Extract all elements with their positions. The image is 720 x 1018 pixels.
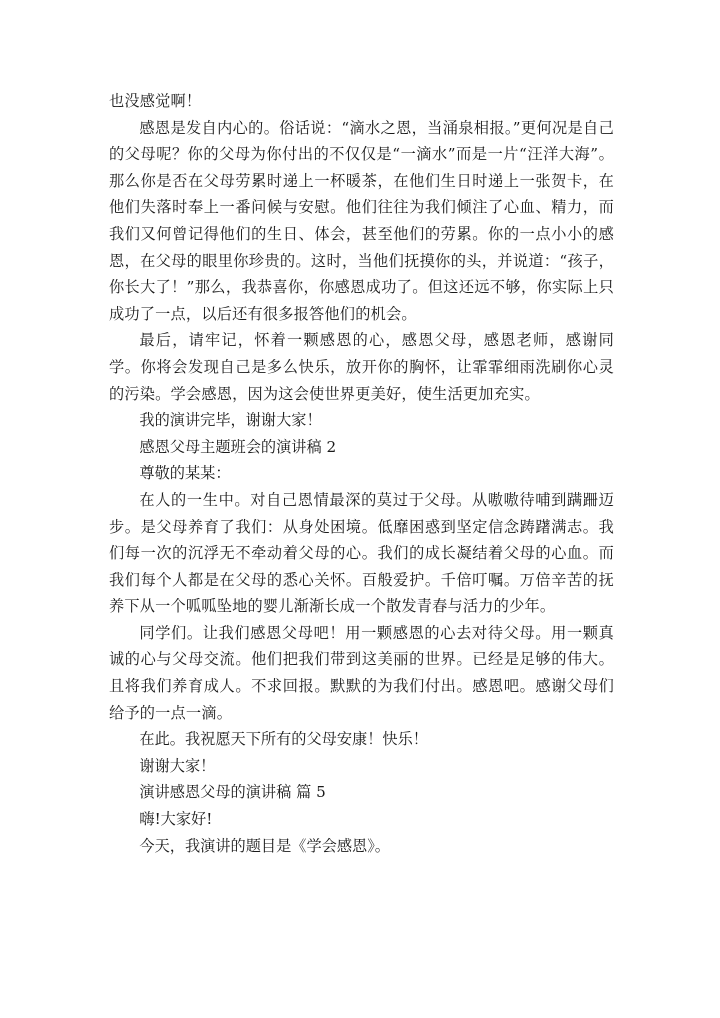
blessing-line: 在此。我祝愿天下所有的父母安康！快乐！	[139, 730, 428, 749]
document-body	[109, 88, 614, 859]
greeting-line: 嗨!大家好!	[139, 810, 213, 829]
paragraph-gratitude-from-heart: 感恩是发自内心的。俗话说：“滴水之恩，当涌泉相报。”更何况是自己的父母呢？你的父母为你付出的不仅仅是“一滴水”而是一片“汪洋大海”。那么你是否在父母劳累时递上一杯暖茶，在他们生日时递上一张贺卡，在他们失落时奉上一番问候与安慰。他们往往为我们倾注了心血、精力，而我们又何曾记得他们的生日、体会，甚至他们的劳累。你的一点小小的感恩，在父母的眼里你珍贵的。这时，当他们抚摸你的头，并说道：“孩子，你长大了！”那么，我恭喜你，你感恩成功了。但这还远不够，你实际上只成功了一点，以后还有很多报答他们的机会。	[109, 118, 614, 323]
thanks-line: 谢谢大家！	[139, 756, 216, 775]
paragraph-classmates-appeal: 同学们。让我们感恩父母吧！用一颗感恩的心去对待父母。用一颗真诚的心与父母交流。他们把我们带到这美丽的世界。已经是足够的伟大。且将我们养育成人。不求回报。默默的为我们付出。感恩吧。感谢父母们给予的一点一滴。	[109, 623, 614, 722]
paragraph-conclusion: 最后，请牢记，怀着一颗感恩的心，感恩父母，感恩老师，感谢同学。你将会发现自己是多么快乐，放开你的胸怀，让霏霏细雨洗刷你心灵的污染。学会感恩，因为这会使世界更美好，使生活更加充实。	[109, 331, 614, 403]
section-heading-speech-2: 感恩父母主题班会的演讲稿 2	[139, 437, 337, 456]
section-heading-speech-5: 演讲感恩父母的演讲稿 篇 5	[139, 783, 326, 802]
salutation: 尊敬的某某：	[139, 464, 231, 483]
paragraph-opening-line: 也没感觉啊！	[109, 92, 202, 110]
paragraph-parents-care: 在人的一生中。对自己恩情最深的莫过于父母。从嗷嗷待哺到蹒跚迈步。是父母养育了我们：从身处困境。低靡困惑到坚定信念踌躇满志。我们每一次的沉浮无不牵动着父母的心。我们的成长凝结着父母的心血。而我们每个人都是在父母的悉心关怀。百般爱护。千倍叮嘱。万倍辛苦的抚养下从一个呱呱坠地的婴儿渐渐长成一个散发青春与活力的少年。	[109, 490, 614, 616]
speech-closing-line: 我的演讲完毕，谢谢大家！	[139, 411, 322, 430]
topic-line: 今天，我演讲的题目是《学会感恩》。	[139, 836, 390, 855]
